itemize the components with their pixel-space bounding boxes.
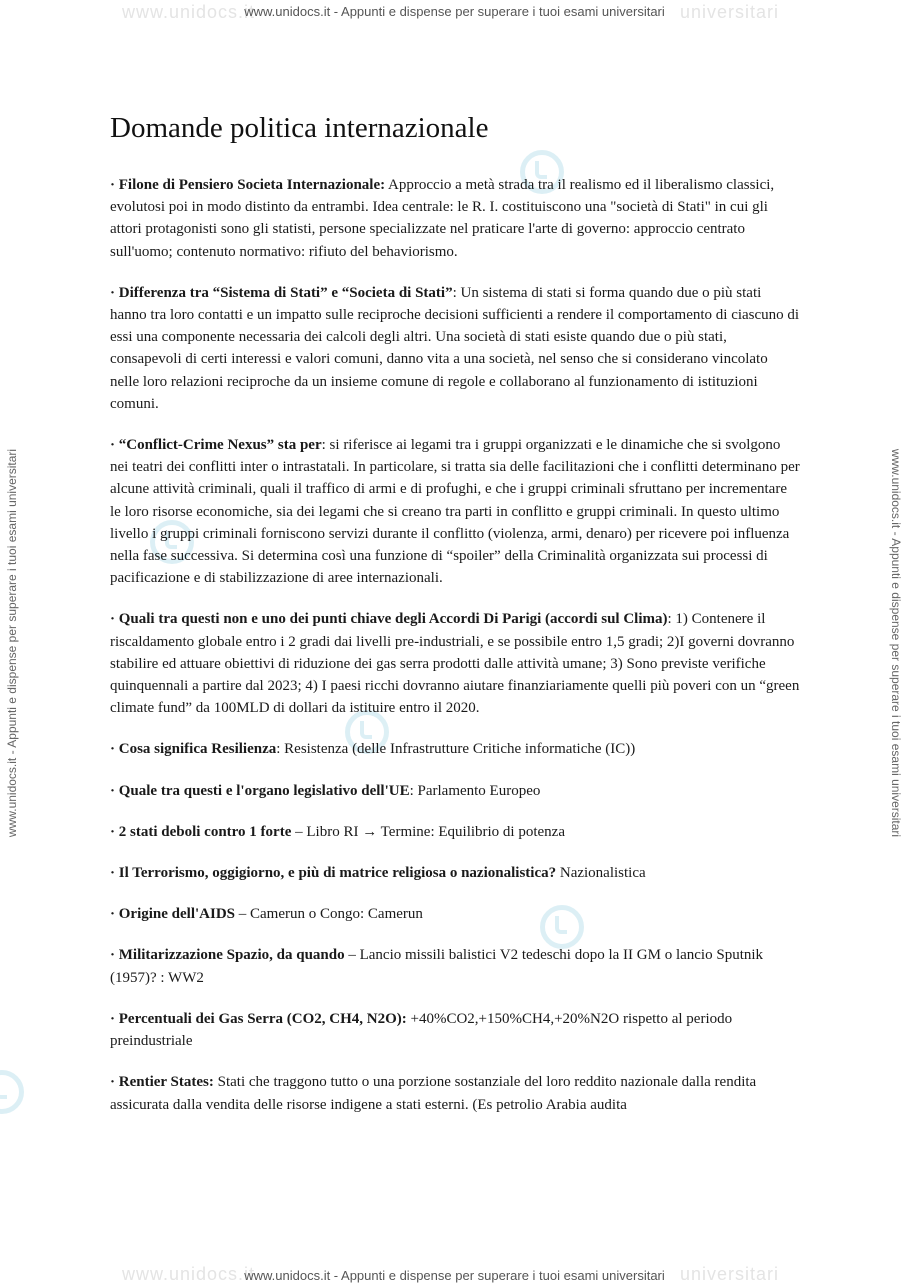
qa-answer: : si riferisce ai legami tra i gruppi organizzati e le dinamiche che si svolgono nei teatri dei conflitti inter o intrastatali. In particolare, si tratta sia delle facilitazioni che i conflitti determinano per alcune attività criminali, quali il traffico di armi e di profughi, e che i gruppi criminali sfruttano per incrementare le loro risorse economiche, sia dei legami che si creano tra parti in conflitto e gruppi criminali. In questo ultimo livello i gruppi criminali forniscono servizi durante il conflitto (violenza, armi, denaro) per ricevere poi influenza nella fase successiva. Si determina così una funzione di “spoiler” della Criminalità organizzata sui processi di pacificazione e di stabilizzazione di aree internazionali.	[110, 437, 800, 587]
qa-answer: : 1) Contenere il riscaldamento globale entro i 2 gradi dai livelli pre-industriali, e se possibile entro 1,5 gradi; 2)I governi dovranno stabilire ed attuare obiettivi di riduzione dei gas serra prodotti dalle attività umane; 3) Sono previste verifiche quinquennali a partire dal 2023; 4) I paesi ricchi dovranno aiutare finanziariamente quelli più poveri con un “green climate fund” da 100MLD di dollari da istituire entro il 2020.	[110, 611, 800, 717]
qa-question: · Origine dell'AIDS	[110, 906, 236, 923]
qa-answer: : Un sistema di stati si forma quando due o più stati hanno tra loro contatti e un impatto sulle reciproche decisioni sufficienti a rendere il comportamento di ciascuno di essi una componente necessaria dei calcoli degli altri. Una società di stati esiste quando due o più stati, consapevoli di certi interessi e valori comuni, danno vita a una società, nel senso che si considerano vincolato nelle loro relazioni reciproche da un insieme comune di regole e collaborano al funzionamento di istituzioni comuni.	[110, 284, 800, 412]
qa-question: · Filone di Pensiero Societa Internazionale:	[110, 177, 386, 193]
qa-answer: Stati che traggono tutto o una porzione sostanziale del loro reddito nazionale dalla rendita assicurata dalla vendita delle risorse indigene a stati esterni. (Es petrolio Arabia audita	[110, 1074, 757, 1113]
qa-answer: – Camerun o Congo: Camerun	[235, 906, 423, 923]
qa-question: · Rentier States:	[110, 1074, 214, 1091]
watermark-faint-bottom-right: universitari	[680, 1264, 780, 1284]
qa-question: · Percentuali dei Gas Serra (CO2, CH4, N2O):	[110, 1010, 407, 1027]
qa-item	[110, 903, 800, 925]
qa-item	[110, 282, 800, 415]
qa-question: · Militarizzazione Spazio, da quando	[110, 947, 345, 964]
qa-answer: : Resistenza (delle Infrastrutture Critiche informatiche (IC))	[276, 741, 636, 758]
qa-item	[110, 608, 800, 719]
qa-item	[110, 174, 800, 263]
qa-question: · Quale tra questi e l'organo legislativo dell'UE	[110, 782, 410, 799]
qa-item	[110, 1071, 800, 1115]
qa-item	[110, 780, 800, 802]
watermark-faint-top-right: universitari	[680, 2, 780, 22]
watermark-faint-bottom-left: www.unidocs.it	[122, 1264, 256, 1284]
qa-answer: Approccio a metà strada tra il realismo ed il liberalismo classici, evolutosi poi in modo distinto da entrambi. Idea centrale: le R. I. costituiscono una "società di Stati" in cui gli attori protagonisti sono gli statisti, persone specializzate nel praticare l'arte di governo: approccio centrato sull'uomo; contenuto normativo: rifiuto del behaviorismo.	[110, 177, 775, 260]
qa-question: · Il Terrorismo, oggigiorno, e più di matrice religiosa o nazionalistica?	[110, 865, 557, 882]
watermark-side-right-text: www.unidocs.it - Appunti e dispense per superare i tuoi esami universitari	[889, 448, 903, 838]
watermark-faint-top-left: www.unidocs.it	[122, 2, 256, 22]
qa-question: · “Conflict-Crime Nexus” sta per	[110, 437, 322, 454]
qa-question: · Quali tra questi non e uno dei punti chiave degli Accordi Di Parigi (accordi sul Clima)	[110, 611, 668, 628]
watermark-side-left-text: www.unidocs.it - Appunti e dispense per superare i tuoi esami universitari	[5, 448, 19, 838]
document-body	[110, 108, 800, 1135]
watermark-footer: www.unidocs.it - Appunti e dispense per superare i tuoi esami universitari	[244, 1268, 665, 1283]
watermark-header: www.unidocs.it - Appunti e dispense per superare i tuoi esami universitari	[244, 4, 665, 19]
qa-answer: : Parlamento Europeo	[409, 782, 541, 799]
unidocs-logo-icon	[0, 1070, 24, 1114]
qa-answer: – Libro RI → Termine: Equilibrio di potenza	[291, 823, 565, 840]
qa-question: · 2 stati deboli contro 1 forte	[110, 823, 292, 840]
qa-item	[110, 862, 800, 884]
page-title: Domande politica internazionale	[110, 112, 489, 144]
qa-item	[110, 1008, 800, 1052]
qa-item	[110, 944, 800, 988]
qa-answer: – Lancio missili balistici V2 tedeschi dopo la II GM o lancio Sputnik (1957)? : WW2	[110, 947, 764, 986]
qa-answer: Nazionalistica	[556, 865, 646, 882]
qa-item	[110, 738, 800, 760]
qa-question: · Cosa significa Resilienza	[110, 741, 277, 758]
qa-item	[110, 434, 800, 589]
qa-question: · Differenza tra “Sistema di Stati” e “Societa di Stati”	[110, 284, 453, 301]
qa-item	[110, 821, 800, 843]
qa-answer: +40%CO2,+150%CH4,+20%N2O rispetto al periodo preindustriale	[110, 1010, 733, 1050]
